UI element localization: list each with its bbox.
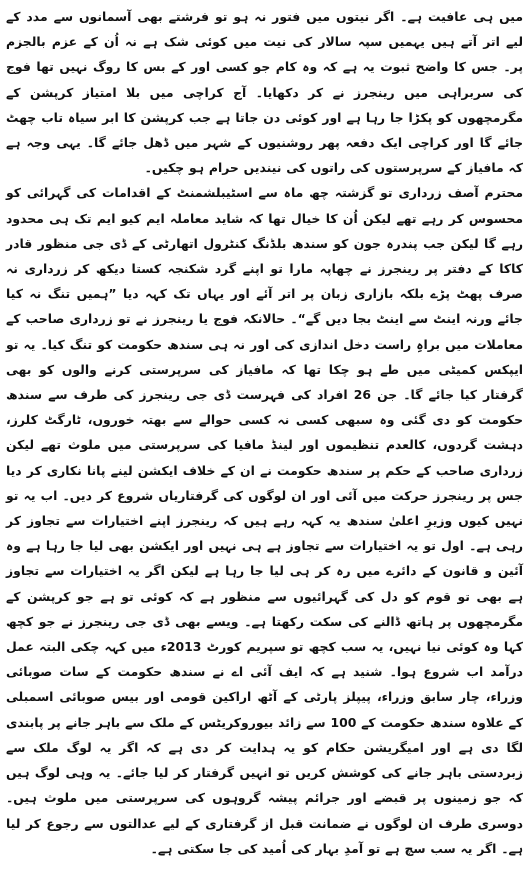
paragraph-1: میں ہی عافیت ہے۔ اگر نیتوں میں فتور نہ ہو تو فرشتے بھی آسمانوں سے مدد کے لیے اتر آتے ہیں یہمیں سپہ سالار کی نیت میں کوئی شک ہے نہ اُن کے عزم بالجزم پر۔ جس کا واضح ثبوت یہ ہے کہ وہ کام جو کسی اور کے بس کا روگ نہیں تھا فوج کی سربراہی میں رینجرز نے کر دکھایا۔ آج کراچی میں بلا امتیاز کرپشن کے مگرمچھوں کو پکڑا جا رہا ہے اور کوئی دن جاتا ہے جب کرپشن کا ابر سیاہ تاب چھٹ جائے گا اور کراچی ایک دفعہ پھر روشنیوں کے شہر میں ڈھل جائے گا۔ یہی وجہ ہے کہ مافیاز کے سرپرستوں کی راتوں کی نیندیں حرام ہو چکیں۔ bbox=[6, 9, 523, 176]
paragraph-2: محترم آصف زرداری تو گزشتہ چھ ماہ سے اسٹیبلشمنٹ کے اقدامات کی گہرائی کو محسوس کر رہے تھے لیکن اُن کا خیال تھا کہ شاید معاملہ ایم کیو ایم تک ہی محدود رہے گا لیکن جب پندرہ جون کو سندھ بلڈنگ کنٹرول اتھارٹی کے ڈی جی منظور قادر کاکا کے دفتر پر رینجرز نے چھاپہ مارا تو اپنے گرد شکنجہ کستا دیکھ کر زرداری نہ صرف پھٹ پڑے بلکہ بازاری زبان پر اتر آئے اور یہاں تک کہہ دیا ”ہمیں تنگ نہ کیا جائے ورنہ اینٹ سے اینٹ بجا دیں گے“۔ حالانکہ فوج یا رینجرز نے تو زرداری صاحب کے معاملات میں براہِ راست دخل اندازی کی اور نہ ہی سندھ حکومت کو تنگ کیا۔ یہ تو ایپکس کمیٹی میں طے ہو چکا تھا کہ مافیاز کی سرپرستی کرنے والوں کو بھی گرفتار کیا جائے گا۔ جن 26 افراد کی فہرست ڈی جی رینجرز کی طرف سے سندھ حکومت کو دی گئی وہ سبھی کسی نہ کسی حوالے سے بھتہ خوروں، ٹارگٹ کلرز، دہشت گردوں، کالعدم تنظیموں اور لینڈ مافیا کی سرپرستی میں ملوث تھے لیکن زرداری صاحب کے حکم پر سندھ حکومت نے ان کے خلاف ایکشن لینے پانا نکاری کر دیا جس پر رینجرز حرکت میں آئی اور ان لوگوں کی گرفتاریاں شروع کر دیں۔ اب یہ تو نہیں کیوں وزیرِ اعلیٰ سندھ یہ کہہ رہے ہیں کہ رینجرز اپنے اختیارات سے تجاوز کر رہی ہے۔ اول تو یہ اختیارات سے تجاوز ہے ہی نہیں اور ایکشن بھی لیا جا رہا ہے وہ آئین و قانون کے دائرے میں رہ کر ہی لیا جا رہا ہے لیکن اگر یہ اختیارات سے تجاوز ہے بھی تو قوم کو دل کی گہرائیوں سے منظور ہے کہ کوئی تو ہے جو کرپشن کے مگرمچھوں پر ہاتھ ڈالنے کی سکت رکھتا ہے۔ ویسے بھی ڈی جی رینجرز نے جو کچھ کہا وہ کوئی نیا نہیں، یہ سب کچھ تو سپریم کورٹ 2013ء میں کہہ چکی البتہ عمل درآمد اب شروع ہوا۔ شنید ہے کہ ایف آئی اے نے سندھ حکومت کے سات صوبائی وزراء، چار سابق وزراء، پیپلز پارٹی کے آٹھ اراکین قومی اور بیس صوبائی اسمبلی کے علاوہ سندھ حکومت کے 100 سے زائد بیوروکریٹس کے ملک سے باہر جانے پر پابندی لگا دی ہے اور امیگریشن حکام کو یہ ہدایت کر دی ہے کہ اگر یہ لوگ ملک سے زبردستی باہر جانے کی کوشش کریں تو انہیں گرفتار کر لیا جائے۔ یہ وہی لوگ ہیں کہ جو زمینوں پر قبضے اور جرائم پیشہ گروہوں کی سرپرستی میں ملوث ہیں۔ دوسری طرف ان لوگوں نے ضمانت قبل از گرفتاری کے لیے عدالتوں سے رجوع کر لیا ہے۔ اگر یہ سب سچ ہے تو آمدِ بہار کی اُمید کی جا سکتی ہے۔ bbox=[6, 185, 523, 856]
